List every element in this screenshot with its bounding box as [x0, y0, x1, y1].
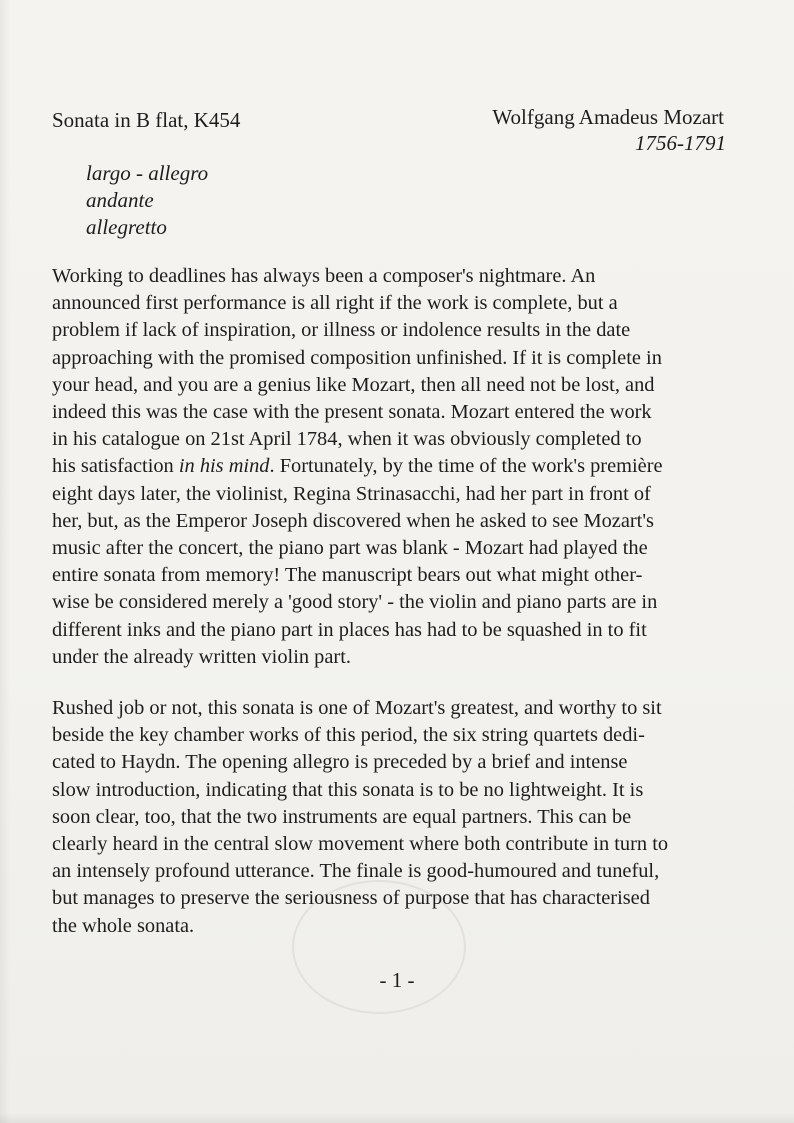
page-number: - 1 - — [379, 968, 415, 992]
text-line: eight days later, the violinist, Regina Strinasacchi, had her part in front of — [52, 482, 651, 505]
composer-dates: 1756-1791 — [635, 131, 726, 155]
text-line — [52, 453, 752, 480]
text-line: under the already written violin part. — [52, 645, 351, 668]
text-line: different inks and the piano part in places has had to be squashed in to fit — [52, 618, 647, 641]
text-line: soon clear, too, that the two instruments are equal partners. This can be — [52, 805, 632, 828]
text-line: clearly heard in the central slow movement where both contribute in turn to — [52, 833, 669, 856]
text-fragment: . Fortunately, by the time of the work's première — [269, 455, 663, 478]
text-line: slow introduction, indicating that this sonata is to be no lightweight. It is — [52, 778, 644, 801]
text-line: Rushed job or not, this sonata is one of Mozart's greatest, and worthy to sit — [52, 697, 662, 719]
text-line: music after the concert, the piano part was blank - Mozart had played the — [52, 537, 648, 560]
composer-block — [492, 104, 724, 156]
paragraph-appreciation — [52, 695, 752, 940]
text-line: indeed this was the case with the present sonata. Mozart entered the work — [52, 401, 652, 424]
text-line: Working to deadlines has always been a composer's nightmare. An — [52, 265, 596, 287]
text-line: an intensely profound utterance. The finale is good-humoured and tuneful, — [52, 860, 660, 883]
movement-list — [86, 160, 208, 241]
text-line: entire sonata from memory! The manuscript bears out what might other- — [52, 564, 643, 587]
emphasis-text: in his mind — [178, 455, 270, 478]
text-line: but manages to preserve the seriousness of purpose that has characterised — [52, 887, 650, 910]
text-line: beside the key chamber works of this period, the six string quartets dedi- — [52, 724, 645, 747]
text-fragment: his satisfaction — [52, 455, 179, 478]
paragraph-history — [52, 263, 752, 671]
text-line: in his catalogue on 21st April 1784, when it was obviously completed to — [52, 428, 642, 451]
movement-item: largo - allegro — [86, 161, 209, 185]
page-edge-shadow — [0, 0, 10, 1123]
movement-item: andante — [86, 188, 154, 212]
text-line: the whole sonata. — [52, 914, 195, 937]
work-title: Sonata in B flat, K454 — [52, 108, 241, 132]
text-line: her, but, as the Emperor Joseph discovered when he asked to see Mozart's — [52, 509, 654, 532]
composer-name: Wolfgang Amadeus Mozart — [492, 105, 724, 129]
text-line: wise be considered merely a 'good story' - the violin and piano parts are in — [52, 591, 658, 614]
text-line: approaching with the promised composition unfinished. If it is complete in — [52, 346, 662, 369]
text-line: your head, and you are a genius like Mozart, then all need not be lost, and — [52, 373, 655, 396]
text-line: cated to Haydn. The opening allegro is preceded by a brief and intense — [52, 751, 628, 774]
text-line: problem if lack of inspiration, or illness or indolence results in the date — [52, 319, 631, 342]
movement-item: allegretto — [86, 215, 167, 239]
text-line: announced first performance is all right if the work is complete, but a — [52, 292, 618, 315]
page-edge-shadow — [0, 1113, 794, 1123]
